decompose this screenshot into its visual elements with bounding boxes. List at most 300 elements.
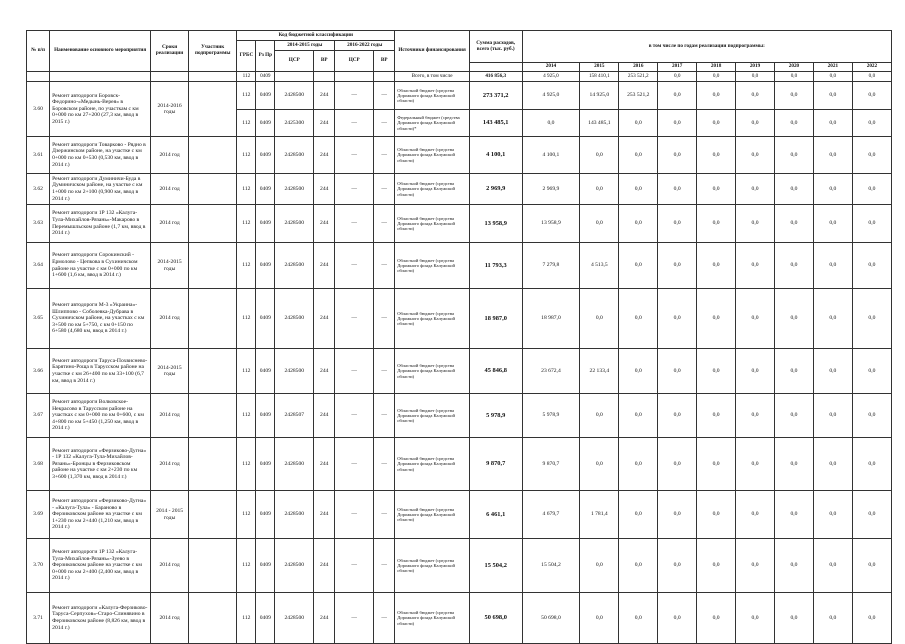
header-year: 2015 [580, 63, 619, 72]
cell-year-value: 4 679,7 [522, 491, 580, 539]
cell-rzpr: 0409 [256, 593, 275, 644]
cell-rzpr: 0409 [256, 72, 275, 82]
cell-csr-2: — [335, 593, 374, 644]
cell-year-value: 0,0 [736, 438, 775, 491]
cell-year-value: 0,0 [736, 394, 775, 438]
cell-vr: 244 [314, 394, 335, 438]
cell-grbs: 112 [237, 289, 256, 349]
cell-year-value: 0,0 [736, 174, 775, 205]
cell-year-value: 0,0 [774, 72, 813, 82]
cell-rzpr: 0409 [256, 174, 275, 205]
header-csr-2: ЦСР [335, 51, 374, 72]
measure-name: Ремонт автодороги М-3 «Украина»-Шлиппово - Соболевка-Дубрава в Сухиничском районе, на участках с км 3+500 по км 5+750, с км 0+150 по 6+580 (4,680 км, ввод в 2014 г.) [50, 289, 151, 349]
cell-vr-2: — [374, 82, 395, 110]
cell-sum: 13 958,9 [469, 205, 522, 243]
header-rzpr: Рз Пр [256, 41, 275, 72]
cell-year-value: 0,0 [852, 349, 891, 394]
cell-year-value: 0,0 [619, 205, 658, 243]
cell-year-value: 0,0 [658, 72, 697, 82]
cell-year-value: 0,0 [697, 110, 736, 137]
cell-year-value: 0,0 [852, 82, 891, 110]
participant-cell [189, 243, 237, 289]
cell-year-value: 0,0 [774, 82, 813, 110]
cell-year-value: 0,0 [619, 539, 658, 593]
cell-grbs: 112 [237, 539, 256, 593]
implementation-terms: 2014-2016 годы [151, 82, 189, 137]
participant-cell [189, 593, 237, 644]
cell-year-value: 143 485,1 [580, 110, 619, 137]
cell-vr-2: — [374, 110, 395, 137]
cell-rzpr: 0409 [256, 491, 275, 539]
row-number: 3.70 [27, 539, 50, 593]
cell-grbs: 112 [237, 394, 256, 438]
cell-source: Областной бюджет (средства Дорожного фонда Калужской области) [395, 243, 470, 289]
header-year: 2021 [813, 63, 852, 72]
cell-sum: 11 793,3 [469, 243, 522, 289]
cell-csr-2: — [335, 110, 374, 137]
table-row [27, 289, 892, 349]
cell-csr-2: — [335, 438, 374, 491]
cell-blank [50, 72, 151, 82]
cell-csr: 2428500 [275, 174, 314, 205]
cell-rzpr: 0409 [256, 205, 275, 243]
cell-year-value: 0,0 [658, 110, 697, 137]
cell-year-value: 4 100,1 [522, 137, 580, 174]
cell-year-value: 0,0 [580, 593, 619, 644]
cell-rzpr: 0409 [256, 243, 275, 289]
cell-year-value: 0,0 [580, 539, 619, 593]
implementation-terms: 2014 год [151, 438, 189, 491]
cell-year-value: 22 133,4 [580, 349, 619, 394]
participant-cell [189, 438, 237, 491]
cell-vr-2: — [374, 539, 395, 593]
cell-source: Областной бюджет (средства Дорожного фонда Калужской области) [395, 593, 470, 644]
cell-year-value: 4 513,5 [580, 243, 619, 289]
cell-year-value: 0,0 [774, 289, 813, 349]
cell-source: Всего, в том числе [395, 72, 470, 82]
cell-csr: 2428500 [275, 243, 314, 289]
row-number: 3.60 [27, 82, 50, 137]
cell-year-value: 0,0 [852, 593, 891, 644]
cell-year-value: 0,0 [619, 394, 658, 438]
cell-year-value: 0,0 [813, 82, 852, 110]
cell-year-value: 0,0 [774, 110, 813, 137]
implementation-terms: 2014-2015 годы [151, 349, 189, 394]
cell-sum: 18 987,0 [469, 289, 522, 349]
cell-year-value: 0,0 [774, 539, 813, 593]
cell-csr-2: — [335, 82, 374, 110]
cell-year-value: 0,0 [736, 593, 775, 644]
cell-year-value: 0,0 [619, 174, 658, 205]
cell-year-value: 0,0 [697, 205, 736, 243]
header-year: 2017 [658, 63, 697, 72]
cell-year-value: 0,0 [852, 438, 891, 491]
row-number: 3.65 [27, 289, 50, 349]
table-row [27, 491, 892, 539]
cell-source: Областной бюджет (средства Дорожного фонда Калужской области) [395, 491, 470, 539]
cell-vr-2: — [374, 137, 395, 174]
cell-source: Областной бюджет (средства Дорожного фонда Калужской области) [395, 394, 470, 438]
cell-year-value: 0,0 [813, 491, 852, 539]
cell-year-value: 0,0 [852, 394, 891, 438]
cell-year-value: 0,0 [580, 174, 619, 205]
participant-cell [189, 491, 237, 539]
cell-year-value: 0,0 [658, 593, 697, 644]
cell-year-value: 0,0 [658, 174, 697, 205]
cell-blank [335, 72, 374, 82]
cell-vr: 244 [314, 205, 335, 243]
cell-year-value: 1 781,4 [580, 491, 619, 539]
cell-year-value: 0,0 [697, 289, 736, 349]
cell-sum: 143 485,1 [469, 110, 522, 137]
cell-year-value: 0,0 [697, 539, 736, 593]
cell-vr: 244 [314, 82, 335, 110]
cell-year-value: 0,0 [813, 174, 852, 205]
cell-csr: 2428500 [275, 205, 314, 243]
cell-grbs: 112 [237, 137, 256, 174]
row-number: 3.68 [27, 438, 50, 491]
cell-csr: 2428500 [275, 539, 314, 593]
implementation-terms: 2014 год [151, 174, 189, 205]
measure-name: Ремонт автодороги Таруса-Похвиснево-Барятино-Роща в Тарусском районе на участке с км 26+400 по км 33+100 (6,7 км, ввод в 2014 г.) [50, 349, 151, 394]
cell-vr: 244 [314, 539, 335, 593]
cell-csr-2: — [335, 243, 374, 289]
header-year: 2014 [522, 63, 580, 72]
implementation-terms: 2014 год [151, 593, 189, 644]
cell-year-value: 0,0 [736, 72, 775, 82]
cell-year-value: 0,0 [522, 110, 580, 137]
table-row [27, 205, 892, 243]
header-period-2: 2016-2022 годы [335, 41, 395, 51]
cell-sum: 273 371,2 [469, 82, 522, 110]
cell-year-value: 0,0 [697, 243, 736, 289]
table-row [27, 394, 892, 438]
cell-source: Областной бюджет (средства Дорожного фонда Калужской области) [395, 82, 470, 110]
measure-name: Ремонт автодороги Товарково - Рядно в Дзержинском районе, на участке с км 0+000 по км 0+530 (0,530 км, ввод в 2014 г.) [50, 137, 151, 174]
cell-csr-2: — [335, 539, 374, 593]
cell-year-value: 0,0 [619, 438, 658, 491]
cell-year-value: 0,0 [736, 243, 775, 289]
cell-year-value: 0,0 [658, 82, 697, 110]
cell-csr: 2428500 [275, 137, 314, 174]
participant-cell [189, 539, 237, 593]
table-row [27, 438, 892, 491]
implementation-terms: 2014 год [151, 539, 189, 593]
cell-year-value: 0,0 [813, 205, 852, 243]
cell-grbs: 112 [237, 82, 256, 110]
cell-year-value: 0,0 [813, 394, 852, 438]
cell-year-value: 253 521,2 [619, 82, 658, 110]
cell-year-value: 0,0 [697, 82, 736, 110]
cell-year-value: 0,0 [697, 174, 736, 205]
participant-cell [189, 82, 237, 137]
participant-cell [189, 349, 237, 394]
cell-year-value: 0,0 [852, 110, 891, 137]
cell-sum: 2 969,9 [469, 174, 522, 205]
cell-source: Областной бюджет (средства Дорожного фонда Калужской области) [395, 349, 470, 394]
cell-sum: 45 846,8 [469, 349, 522, 394]
cell-blank [275, 72, 314, 82]
cell-year-value: 0,0 [852, 137, 891, 174]
header-sum-blank [469, 63, 522, 72]
cell-year-value: 0,0 [852, 72, 891, 82]
cell-year-value: 0,0 [774, 491, 813, 539]
cell-grbs: 112 [237, 205, 256, 243]
cell-year-value: 0,0 [619, 110, 658, 137]
cell-vr: 244 [314, 438, 335, 491]
cell-year-value: 0,0 [852, 205, 891, 243]
cell-csr: 2428500 [275, 491, 314, 539]
cell-year-value: 0,0 [774, 593, 813, 644]
cell-year-value: 0,0 [580, 137, 619, 174]
header-year: 2016 [619, 63, 658, 72]
cell-year-value: 0,0 [813, 72, 852, 82]
cell-year-value: 0,0 [813, 289, 852, 349]
cell-sum: 15 504,2 [469, 539, 522, 593]
implementation-terms: 2014-2015 годы [151, 243, 189, 289]
cell-year-value: 0,0 [736, 110, 775, 137]
cell-vr-2: — [374, 438, 395, 491]
cell-rzpr: 0409 [256, 394, 275, 438]
cell-vr: 244 [314, 110, 335, 137]
cell-csr: 2428500 [275, 82, 314, 110]
cell-year-value: 0,0 [580, 205, 619, 243]
cell-sum: 9 870,7 [469, 438, 522, 491]
header-year: 2018 [697, 63, 736, 72]
cell-year-value: 0,0 [774, 174, 813, 205]
header-year: 2022 [852, 63, 891, 72]
cell-year-value: 9 870,7 [522, 438, 580, 491]
cell-grbs: 112 [237, 72, 256, 82]
cell-year-value: 0,0 [658, 438, 697, 491]
cell-year-value: 0,0 [697, 593, 736, 644]
header-vr-1: ВР [314, 51, 335, 72]
cell-year-value: 0,0 [736, 82, 775, 110]
cell-source: Областной бюджет (средства Дорожного фонда Калужской области) [395, 205, 470, 243]
participant-cell [189, 289, 237, 349]
cell-grbs: 112 [237, 349, 256, 394]
cell-year-value: 13 958,9 [522, 205, 580, 243]
cell-year-value: 0,0 [619, 349, 658, 394]
row-number: 3.64 [27, 243, 50, 289]
header-num: № п/п [27, 31, 50, 72]
cell-year-value: 0,0 [697, 137, 736, 174]
cell-rzpr: 0409 [256, 82, 275, 110]
cell-vr-2: — [374, 205, 395, 243]
measure-name: Ремонт автодороги 1Р 132 «Калуга-Тула-Михайлов-Рязань»-Зуево в Ферзиковском районе на участке с км 0+000 по км 2+400 (2,400 км, ввод в 2014 г.) [50, 539, 151, 593]
table-row [27, 82, 892, 110]
cell-csr: 2428500 [275, 593, 314, 644]
table-row-total [27, 72, 892, 82]
cell-year-value: 0,0 [658, 137, 697, 174]
cell-year-value: 4 925,0 [522, 72, 580, 82]
budget-table [26, 30, 892, 644]
cell-year-value: 0,0 [774, 137, 813, 174]
cell-blank [151, 72, 189, 82]
cell-year-value: 0,0 [852, 174, 891, 205]
cell-year-value: 0,0 [619, 137, 658, 174]
cell-vr: 244 [314, 289, 335, 349]
row-number: 3.69 [27, 491, 50, 539]
cell-vr: 244 [314, 243, 335, 289]
header-period-1: 2014-2015 годы [275, 41, 335, 51]
cell-year-value: 0,0 [697, 394, 736, 438]
measure-name: Ремонт автодороги Волковское-Некрасово в Тарусском районе на участках с км 0+000 по км 0+600, с км 4+800 по км 5+450 (1,250 км, ввод в 2014 г.) [50, 394, 151, 438]
cell-sum: 50 698,0 [469, 593, 522, 644]
cell-source: Областной бюджет (средства Дорожного фонда Калужской области) [395, 438, 470, 491]
cell-vr-2: — [374, 593, 395, 644]
header-year: 2020 [774, 63, 813, 72]
participant-cell [189, 394, 237, 438]
cell-year-value: 158 410,1 [580, 72, 619, 82]
row-number: 3.62 [27, 174, 50, 205]
cell-year-value: 0,0 [697, 491, 736, 539]
cell-rzpr: 0409 [256, 110, 275, 137]
header-csr-1: ЦСР [275, 51, 314, 72]
cell-csr-2: — [335, 394, 374, 438]
header-name: Наименование основного мероприятия [50, 31, 151, 72]
cell-year-value: 0,0 [736, 539, 775, 593]
cell-year-value: 0,0 [852, 491, 891, 539]
cell-vr-2: — [374, 394, 395, 438]
cell-year-value: 0,0 [580, 394, 619, 438]
cell-vr-2: — [374, 289, 395, 349]
cell-source: Областной бюджет (средства Дорожного фонда Калужской области) [395, 539, 470, 593]
cell-grbs: 112 [237, 243, 256, 289]
cell-grbs: 112 [237, 593, 256, 644]
participant-cell [189, 137, 237, 174]
header-grbs: ГРБС [237, 41, 256, 72]
table-row [27, 593, 892, 644]
cell-year-value: 0,0 [697, 438, 736, 491]
cell-year-value: 0,0 [774, 349, 813, 394]
measure-name: Ремонт автодороги «Ферзиково-Дугна» - «Калуга-Тула» - Бараново в Ферзиковском районе на участке с км 1+230 по км 2+440 (1,210 км, ввод в 2014 г.) [50, 491, 151, 539]
cell-csr-2: — [335, 174, 374, 205]
cell-year-value: 0,0 [736, 137, 775, 174]
cell-year-value: 0,0 [580, 289, 619, 349]
row-number: 3.63 [27, 205, 50, 243]
implementation-terms: 2014 год [151, 394, 189, 438]
cell-year-value: 0,0 [813, 137, 852, 174]
table-row [27, 137, 892, 174]
cell-year-value: 4 925,0 [522, 82, 580, 110]
cell-year-value: 0,0 [697, 349, 736, 394]
cell-year-value: 0,0 [852, 243, 891, 289]
cell-vr: 244 [314, 593, 335, 644]
implementation-terms: 2014 год [151, 289, 189, 349]
cell-year-value: 0,0 [852, 289, 891, 349]
table-row [27, 539, 892, 593]
cell-year-value: 23 672,4 [522, 349, 580, 394]
cell-year-value: 0,0 [852, 539, 891, 593]
cell-csr-2: — [335, 289, 374, 349]
cell-year-value: 0,0 [658, 491, 697, 539]
row-number: 3.67 [27, 394, 50, 438]
cell-source: Областной бюджет (средства Дорожного фонда Калужской области) [395, 174, 470, 205]
cell-source: Областной бюджет (средства Дорожного фонда Калужской области) [395, 289, 470, 349]
cell-blank [374, 72, 395, 82]
cell-blank [314, 72, 335, 82]
cell-year-value: 0,0 [658, 205, 697, 243]
cell-vr: 244 [314, 491, 335, 539]
implementation-terms: 2014 год [151, 205, 189, 243]
measure-name: Ремонт автодороги Сорокинский - Ермолово - Цепкова в Сухиничском районе на участке с км 0+000 по км 1+600 (1,6 км, ввод в 2014 г.) [50, 243, 151, 289]
cell-rzpr: 0409 [256, 349, 275, 394]
measure-name: Ремонт автодороги Боровск-Федорино-«Медынь-Верея» в Боровском районе, по участкам с км 0+000 по км 27+200 (27,3 км, ввод в 2015 г.) [50, 82, 151, 137]
cell-year-value: 0,0 [774, 243, 813, 289]
cell-year-value: 0,0 [736, 289, 775, 349]
cell-year-value: 0,0 [774, 438, 813, 491]
row-number: 3.66 [27, 349, 50, 394]
cell-year-value: 0,0 [813, 593, 852, 644]
header-terms: Сроки реализации [151, 31, 189, 72]
cell-year-value: 15 504,2 [522, 539, 580, 593]
cell-vr: 244 [314, 174, 335, 205]
cell-csr-2: — [335, 205, 374, 243]
cell-year-value: 0,0 [813, 349, 852, 394]
row-number: 3.71 [27, 593, 50, 644]
cell-year-value: 0,0 [619, 243, 658, 289]
cell-year-value: 0,0 [774, 205, 813, 243]
implementation-terms: 2014 - 2015 годы [151, 491, 189, 539]
header-sum: Сумма расходов, всего (тыс. руб.) [469, 31, 522, 63]
cell-grbs: 112 [237, 110, 256, 137]
cell-year-value: 0,0 [813, 243, 852, 289]
cell-vr-2: — [374, 349, 395, 394]
cell-year-value: 7 279,8 [522, 243, 580, 289]
cell-year-value: 0,0 [580, 438, 619, 491]
cell-csr: 2428507 [275, 394, 314, 438]
cell-source: Областной бюджет (средства Дорожного фонда Калужской области) [395, 137, 470, 174]
cell-csr: 2428500 [275, 438, 314, 491]
table-row [27, 243, 892, 289]
cell-csr: 2428500 [275, 349, 314, 394]
header-by-years: в том числе по годам реализации подпрограммы: [522, 31, 891, 63]
cell-year-value: 253 521,2 [619, 72, 658, 82]
cell-year-value: 2 969,9 [522, 174, 580, 205]
participant-cell [189, 205, 237, 243]
cell-year-value: 0,0 [619, 593, 658, 644]
cell-vr-2: — [374, 491, 395, 539]
cell-year-value: 0,0 [736, 349, 775, 394]
cell-year-value: 0,0 [658, 243, 697, 289]
cell-year-value: 0,0 [658, 289, 697, 349]
cell-year-value: 0,0 [813, 438, 852, 491]
cell-source: Федеральный бюджет (средства Дорожного фонда Калужской области)* [395, 110, 470, 137]
cell-grbs: 112 [237, 491, 256, 539]
measure-name: Ремонт автодороги «Калуга-Ферзиково-Таруса-Серпухов»-Старо-Слинявино в Ферзиковском районе (8,826 км, ввод в 2014 г.) [50, 593, 151, 644]
cell-year-value: 5 978,9 [522, 394, 580, 438]
header-budget-codes: Код бюджетной классификации [237, 31, 395, 41]
implementation-terms: 2014 год [151, 137, 189, 174]
cell-sum: 416 856,3 [469, 72, 522, 82]
cell-sum: 5 978,9 [469, 394, 522, 438]
cell-rzpr: 0409 [256, 137, 275, 174]
cell-blank [27, 72, 50, 82]
cell-sum: 4 100,1 [469, 137, 522, 174]
table-row [27, 174, 892, 205]
header-year: 2019 [736, 63, 775, 72]
cell-year-value: 0,0 [697, 72, 736, 82]
cell-vr: 244 [314, 137, 335, 174]
header-participant: Участник подпрограммы [189, 31, 237, 72]
row-number: 3.61 [27, 137, 50, 174]
cell-rzpr: 0409 [256, 539, 275, 593]
cell-grbs: 112 [237, 174, 256, 205]
cell-vr-2: — [374, 174, 395, 205]
cell-year-value: 14 925,0 [580, 82, 619, 110]
participant-cell [189, 174, 237, 205]
